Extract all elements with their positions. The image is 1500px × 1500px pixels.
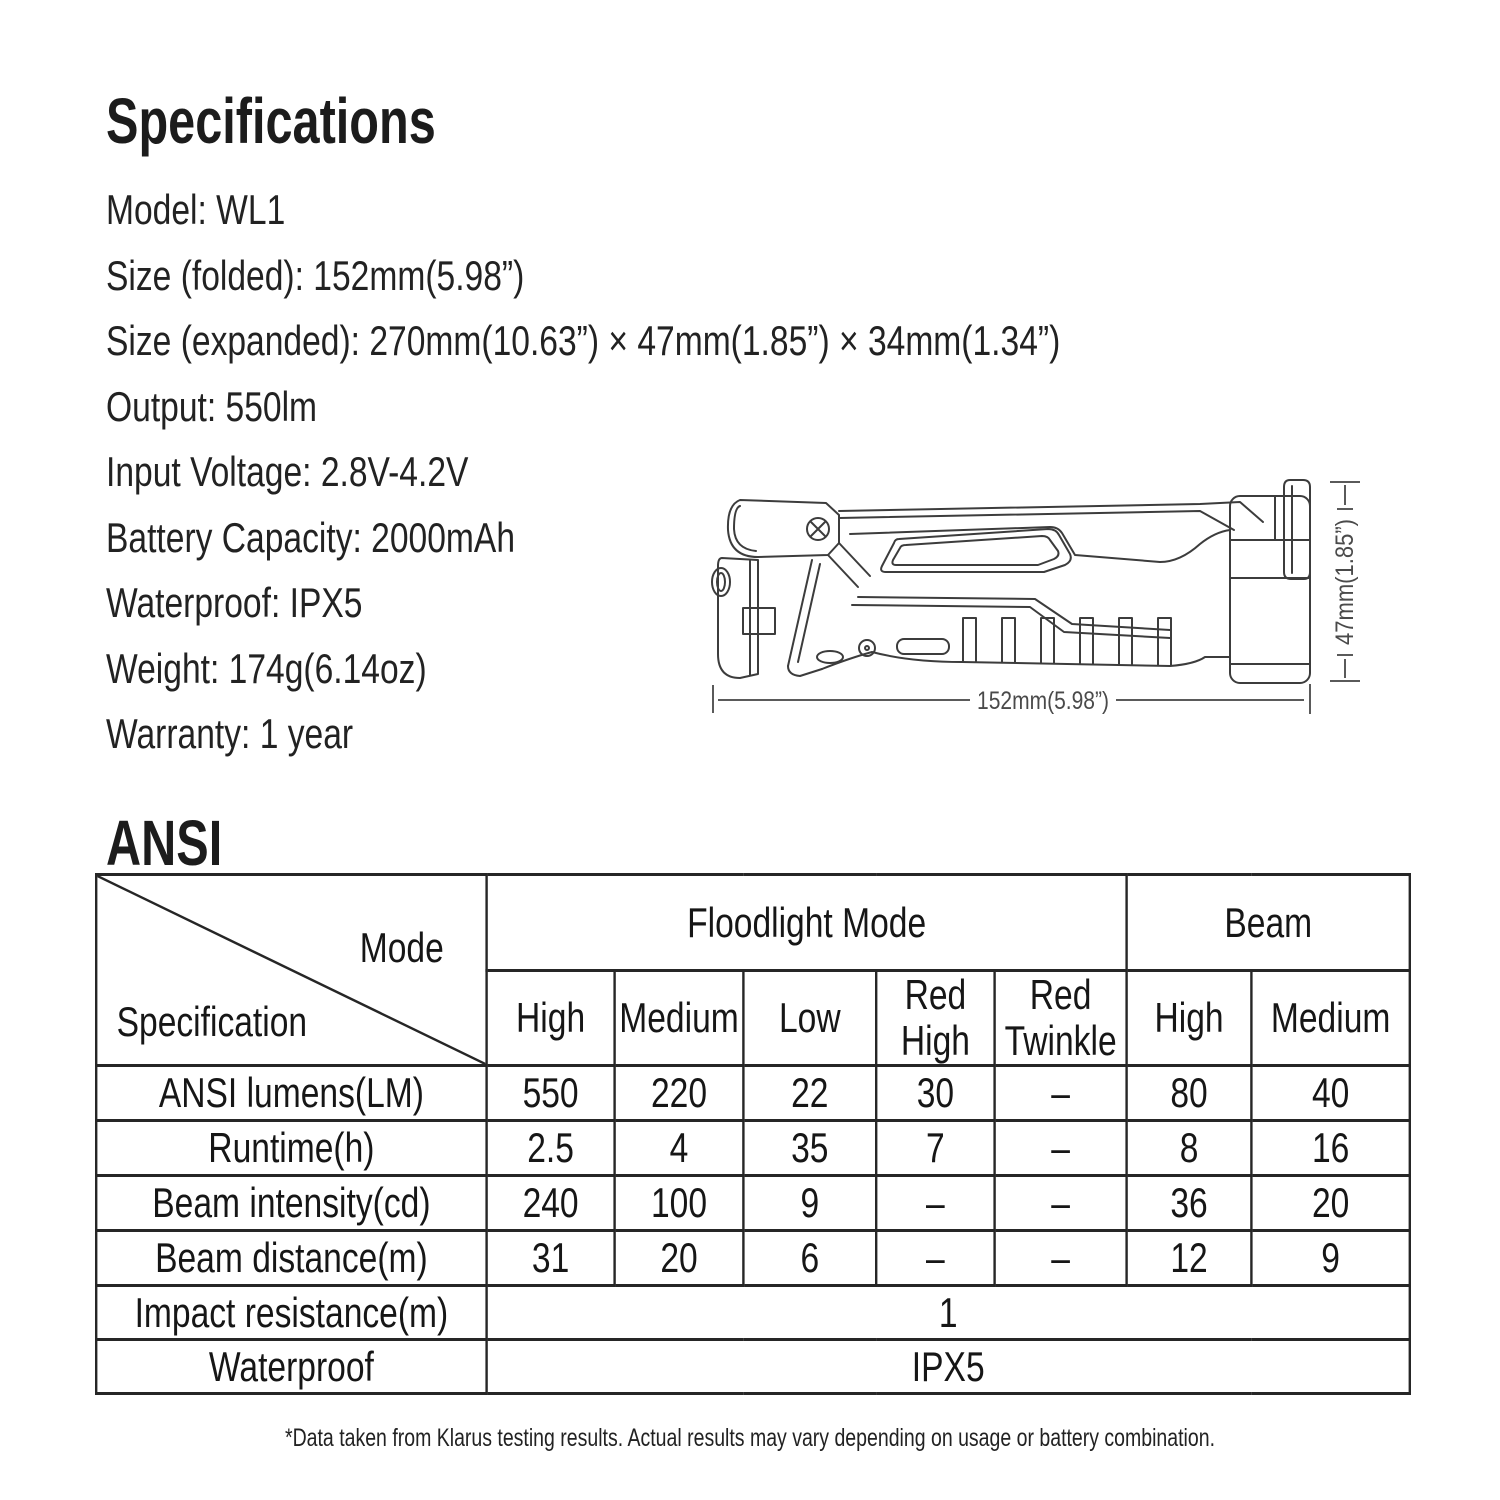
table-row-beam-intensity — [96, 1176, 1410, 1231]
spec-item-model: Model: WL1 — [106, 186, 286, 233]
row-label: Beam distance(m) — [96, 1231, 486, 1286]
table-cell: 35 — [743, 1121, 876, 1176]
row-label: Runtime(h) — [96, 1121, 486, 1176]
table-cell: 7 — [876, 1121, 994, 1176]
flashlight-diagram — [700, 472, 1380, 722]
spec-item-output: Output: 550lm — [106, 382, 318, 430]
table-header-groups — [96, 875, 1410, 971]
row-label: Beam intensity(cd) — [96, 1176, 486, 1231]
table-cell: 80 — [1127, 1066, 1252, 1121]
table-cell: 220 — [615, 1066, 744, 1121]
table-cell: – — [995, 1231, 1127, 1286]
mode-header-beam-medium: Medium — [1251, 971, 1409, 1066]
corner-label-mode: Mode — [359, 924, 444, 971]
dimension-lines — [713, 482, 1360, 714]
table-cell: 6 — [743, 1231, 876, 1286]
table-cell: 550 — [487, 1066, 615, 1121]
table-cell-merged: 1 — [487, 1286, 1410, 1340]
table-row-beam-distance — [96, 1231, 1410, 1286]
table-cell: 100 — [615, 1176, 744, 1231]
table-cell: 16 — [1251, 1121, 1409, 1176]
row-label: ANSI lumens(LM) — [96, 1066, 486, 1121]
flashlight-outline — [712, 480, 1310, 683]
table-cell: 9 — [1251, 1231, 1409, 1286]
row-label: Waterproof — [96, 1340, 486, 1394]
table-cell-merged: IPX5 — [487, 1340, 1410, 1394]
table-cell: 20 — [615, 1231, 744, 1286]
table-cell: 22 — [743, 1066, 876, 1121]
table-cell: 240 — [487, 1176, 615, 1231]
mode-header-red-twinkle: Red Twinkle — [995, 971, 1127, 1066]
table-cell: 8 — [1127, 1121, 1252, 1176]
corner-label-specification: Specification — [116, 998, 308, 1045]
table-cell: 4 — [615, 1121, 744, 1176]
group-header-beam: Beam — [1127, 875, 1410, 971]
row-label: Impact resistance(m) — [96, 1286, 486, 1340]
spec-item-size-folded: Size (folded): 152mm(5.98”) — [106, 251, 525, 299]
mode-header-beam-high: High — [1127, 971, 1252, 1066]
dimension-label-height: 47mm(1.85”) — [1331, 501, 1359, 645]
spec-item-waterproof: Waterproof: IPX5 — [106, 579, 363, 626]
spec-item-input-voltage: Input Voltage: 2.8V-4.2V — [106, 448, 469, 495]
table-cell: 9 — [743, 1176, 876, 1231]
spec-item-warranty: Warranty: 1 year — [106, 710, 354, 757]
spec-item-weight: Weight: 174g(6.14oz) — [106, 644, 427, 692]
table-cell: – — [876, 1231, 994, 1286]
mode-header-high: High — [487, 971, 615, 1066]
table-cell: 31 — [487, 1231, 615, 1286]
page-title: Specifications — [106, 85, 436, 157]
spec-item-size-expanded: Size (expanded): 270mm(10.63”) × 47mm(1.85”) × 34mm(1.34”) — [106, 317, 1061, 364]
table-row-impact-resistance — [96, 1286, 1410, 1340]
table-cell: 12 — [1127, 1231, 1252, 1286]
table-cell: – — [876, 1176, 994, 1231]
table-cell: 40 — [1251, 1066, 1409, 1121]
table-cell: 20 — [1251, 1176, 1409, 1231]
table-cell: – — [995, 1066, 1127, 1121]
table-row-runtime — [96, 1121, 1410, 1176]
table-cell: 30 — [876, 1066, 994, 1121]
ansi-heading: ANSI — [106, 807, 223, 879]
mode-header-medium: Medium — [615, 971, 744, 1066]
table-row-lumens — [96, 1066, 1410, 1121]
table-cell: 2.5 — [487, 1121, 615, 1176]
dimension-label-length: 152mm(5.98”) — [977, 687, 1109, 715]
table-cell: – — [995, 1176, 1127, 1231]
table-cell: 36 — [1127, 1176, 1252, 1231]
spec-item-battery-capacity: Battery Capacity: 2000mAh — [106, 513, 516, 561]
footnote: *Data taken from Klarus testing results. Actual results may vary depending on usage or battery combination. — [284, 1424, 1215, 1452]
mode-header-low: Low — [743, 971, 876, 1066]
table-row-waterproof — [96, 1340, 1410, 1394]
ansi-table — [95, 873, 1411, 1395]
table-cell: – — [995, 1121, 1127, 1176]
corner-cell — [96, 875, 486, 1066]
group-header-floodlight-mode: Floodlight Mode — [487, 875, 1127, 971]
mode-header-red-high: Red High — [876, 971, 994, 1066]
